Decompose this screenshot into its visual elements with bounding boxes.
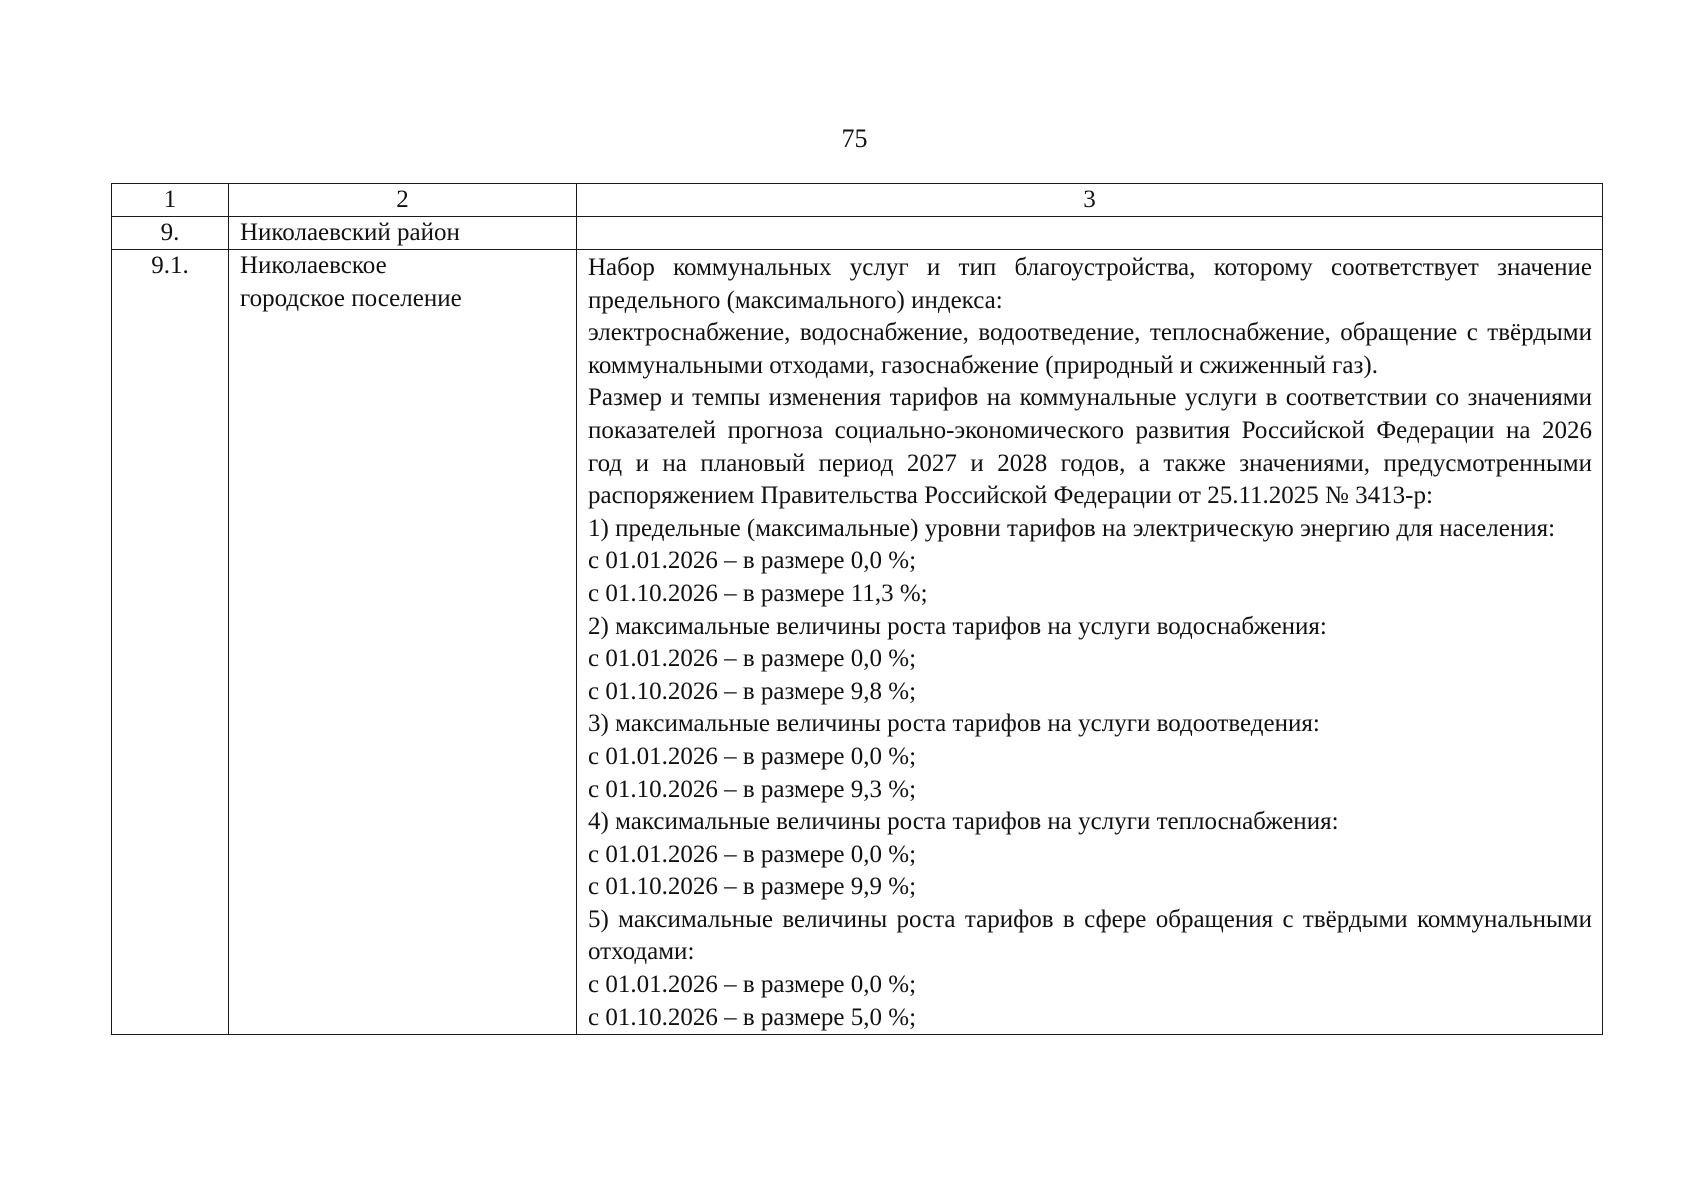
- item-line: с 01.10.2026 – в размере 9,9 %;: [588, 873, 917, 901]
- tariff-table: [111, 183, 1603, 1035]
- district-content: [577, 217, 1603, 250]
- item-lines: [588, 839, 1592, 904]
- item-lines: [588, 741, 1592, 806]
- item-title: 2) максимальные величины роста тарифов на услуги водоснабжения:: [588, 612, 1327, 640]
- item-line: с 01.01.2026 – в размере 0,0 %;: [588, 645, 917, 673]
- services-intro: Набор коммунальных услуг и тип благоустройства, которому соответствует значение предельного (максимального) индекса:: [588, 254, 1592, 314]
- item-line: с 01.10.2026 – в размере 11,3 %;: [588, 579, 928, 607]
- settlement-content: [577, 250, 1603, 1035]
- item-lines: [588, 643, 1592, 708]
- district-number: 9.: [112, 217, 229, 250]
- item-title: 3) максимальные величины роста тарифов на услуги водоотведения:: [588, 710, 1320, 738]
- settlement-name-line1: Николаевское: [240, 252, 387, 279]
- tariffs-intro: Размер и темпы изменения тарифов на коммунальные услуги в соответствии со значениями показателей прогноза социально-экономического развития Российской Федерации на 2026 год и на плановый период 2027 и 2028 годов, а также значениями, предусмотренными распоряжением Правительства Российской Федерации от 25.11.2025 № 3413-р:: [588, 384, 1592, 510]
- item-line: с 01.01.2026 – в размере 0,0 %;: [588, 840, 917, 868]
- item-line: с 01.10.2026 – в размере 9,3 %;: [588, 775, 917, 803]
- item-line: с 01.01.2026 – в размере 0,0 %;: [588, 547, 917, 575]
- item-title: 4) максимальные величины роста тарифов на услуги теплоснабжения:: [588, 808, 1339, 836]
- item-lines: [588, 969, 1592, 1034]
- item-lines: [588, 545, 1592, 610]
- item-title: 1) предельные (максимальные) уровни тарифов на электрическую энергию для населения:: [588, 514, 1556, 542]
- table-row-district: [112, 217, 1603, 250]
- table-header-row: [112, 184, 1603, 217]
- settlement-number: 9.1.: [112, 250, 229, 1035]
- item-title: 5) максимальные величины роста тарифов в сфере обращения с твёрдыми коммунальными отходами:: [588, 905, 1592, 966]
- page-number: 75: [841, 124, 868, 153]
- settlement-name: [229, 250, 577, 1035]
- item-line: с 01.10.2026 – в размере 9,8 %;: [588, 677, 917, 705]
- item-line: с 01.10.2026 – в размере 5,0 %;: [588, 1003, 917, 1031]
- header-cell-2: 2: [229, 184, 577, 217]
- header-cell-3: 3: [577, 184, 1603, 217]
- item-line: с 01.01.2026 – в размере 0,0 %;: [588, 971, 917, 999]
- services-list: электроснабжение, водоснабжение, водоотведение, теплоснабжение, обращение с твёрдыми коммунальными отходами, газоснабжение (природный и сжиженный газ).: [588, 319, 1592, 379]
- table-row-settlement: [112, 250, 1603, 1035]
- header-cell-1: 1: [112, 184, 229, 217]
- item-line: с 01.01.2026 – в размере 0,0 %;: [588, 742, 917, 770]
- district-name: Николаевский район: [229, 217, 577, 250]
- settlement-name-line2: городское поселение: [240, 284, 462, 312]
